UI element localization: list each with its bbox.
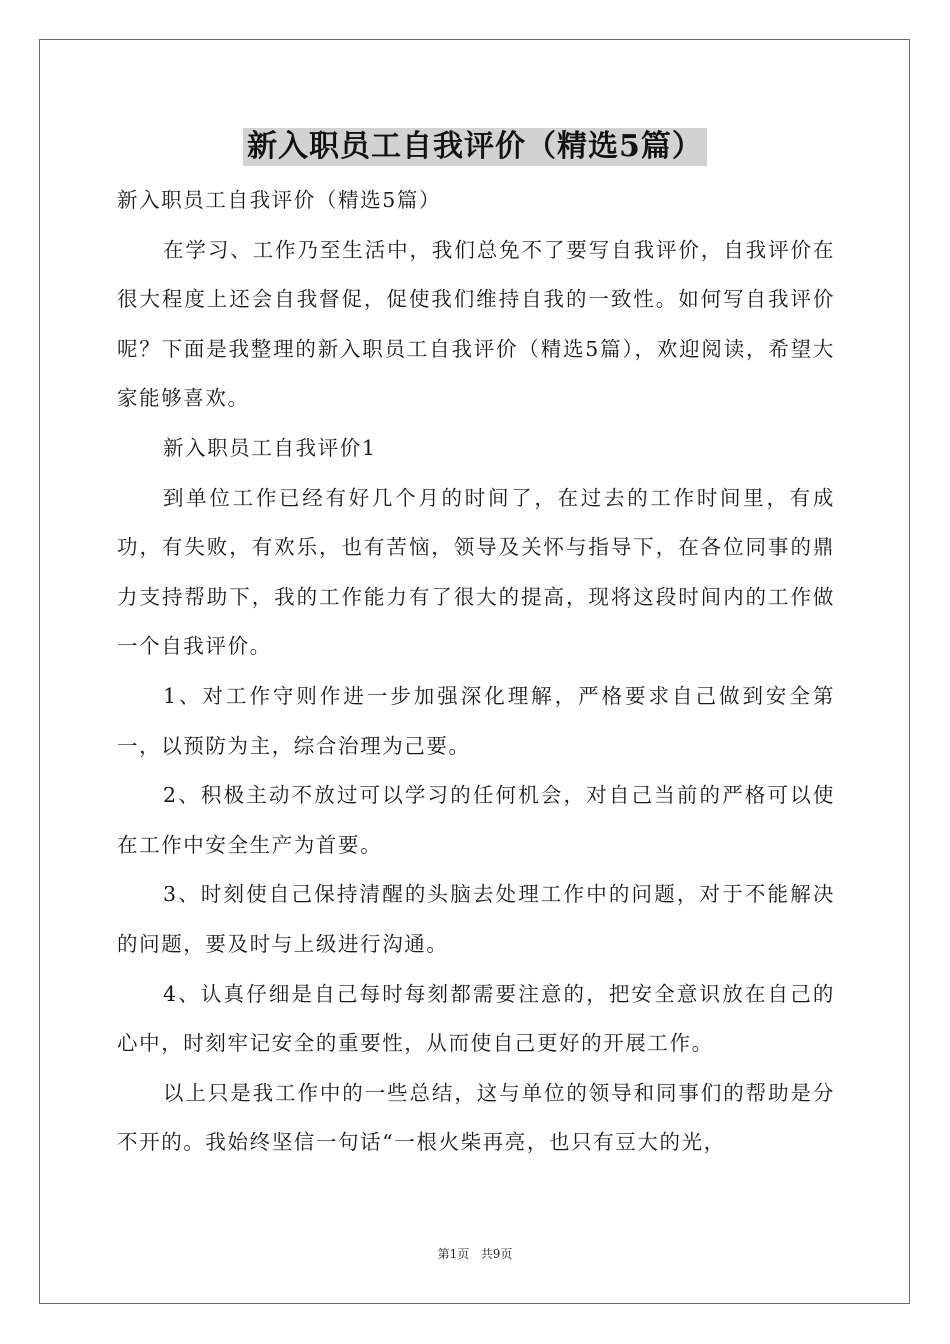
list-item: 4、认真仔细是自己每时每刻都需要注意的，把安全意识放在自己的心中，时刻牢记安全的重要性，从而使自己更好的开展工作。 [117,981,835,1056]
list-item: 3、时刻使自己保持清醒的头脑去处理工作中的问题，对于不能解决的问题，要及时与上级进行沟通。 [117,882,835,956]
body-paragraph: 以上只是我工作中的一些总结，这与单位的领导和同事们的帮助是分不开的。我始终坚信一句话“一根火柴再亮，也只有豆大的光， [117,1080,835,1155]
list-item: 1、对工作守则作进一步加强深化理解，严格要求自己做到安全第一，以预防为主，综合治理为己要。 [117,683,835,758]
document-body [117,176,835,1168]
body-paragraph: 新入职员工自我评价（精选5篇） [117,188,442,212]
document-title: 新入职员工自我评价（精选5篇） [243,128,707,166]
section-heading: 新入职员工自我评价1 [163,435,377,460]
title-wrapper [0,128,950,166]
body-paragraph: 在学习、工作乃至生活中，我们总免不了要写自我评价，自我评价在很大程度上还会自我督促，促使我们维持自我的一致性。如何写自我评价呢？下面是我整理的新入职员工自我评价（精选5篇），欢迎阅读，希望大家能够喜欢。 [117,237,835,411]
list-item: 2、积极主动不放过可以学习的任何机会，对自己当前的严格可以使在工作中安全生产为首要。 [117,783,835,857]
page-footer: 第1页 共9页 [437,1247,513,1261]
body-paragraph: 到单位工作已经有好几个月的时间了，在过去的工作时间里，有成功，有失败，有欢乐，也有苦恼，领导及关怀与指导下，在各位同事的鼎力支持帮助下，我的工作能力有了很大的提高，现将这段时间内的工作做一个自我评价。 [117,485,835,659]
